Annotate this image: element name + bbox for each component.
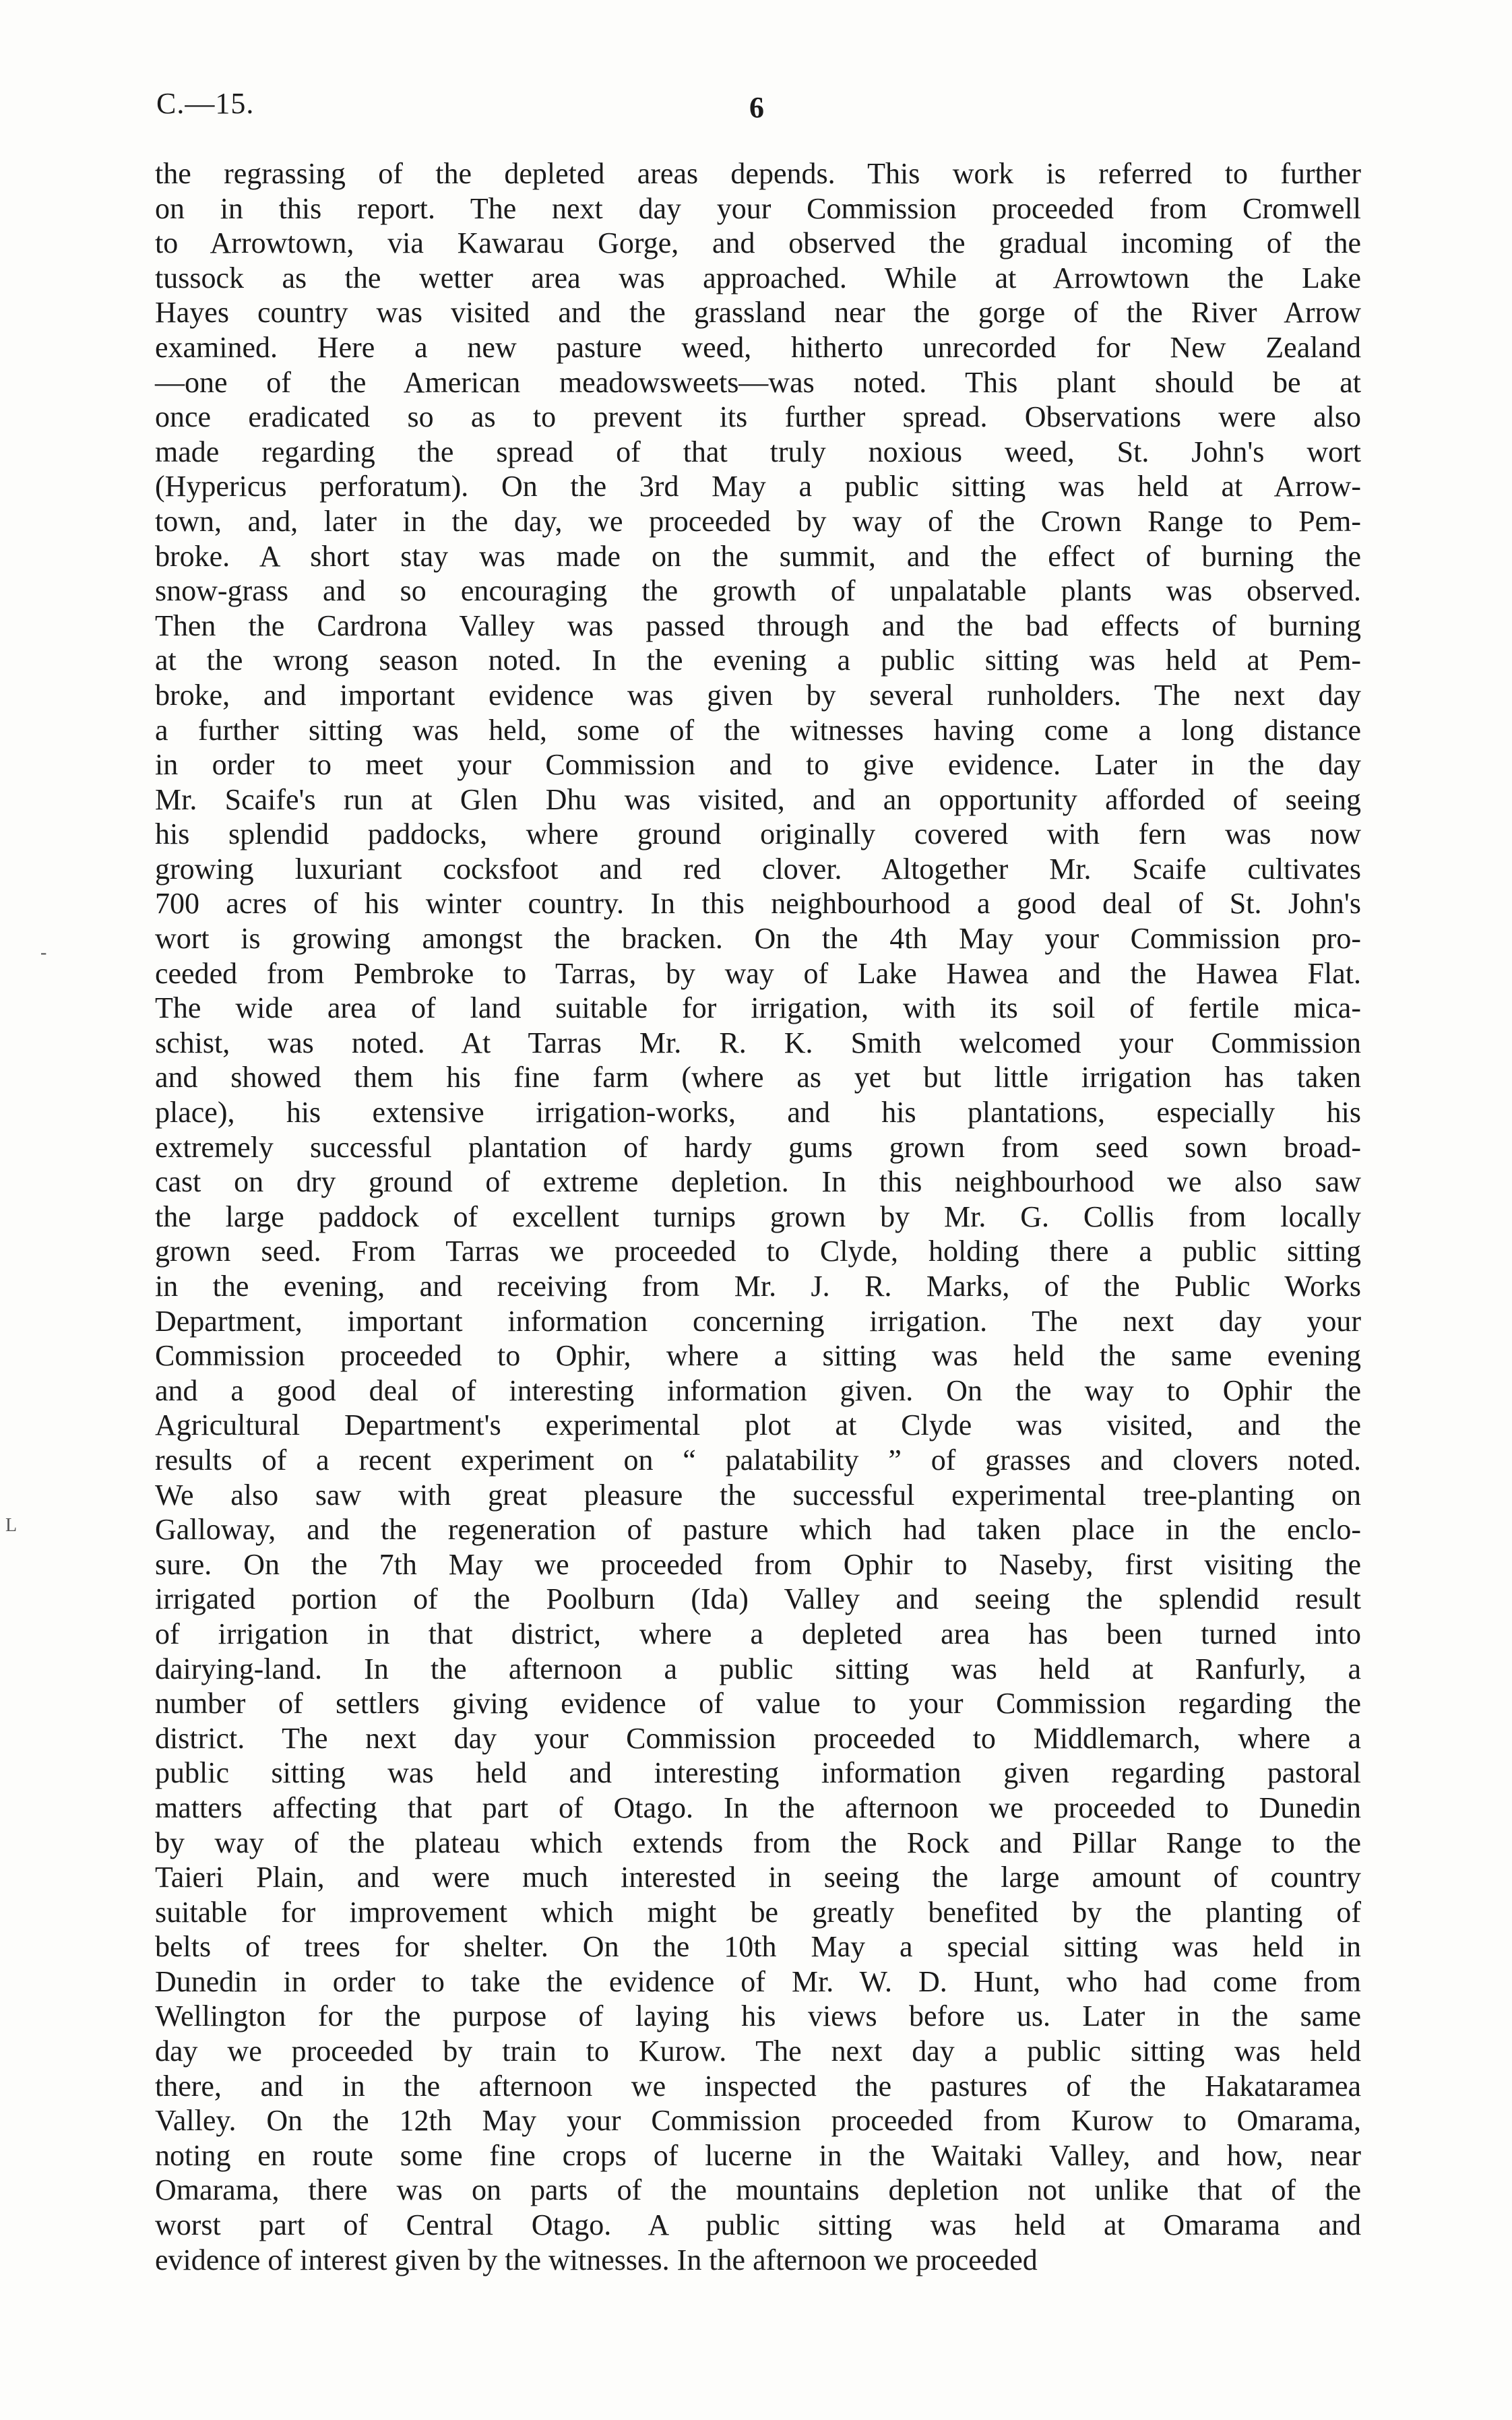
text-line: number of settlers giving evidence of value to your Commission regarding the xyxy=(155,1687,1361,1720)
margin-mark: - xyxy=(40,942,47,963)
text-line: Galloway, and the regeneration of pasture which had taken place in the enclo- xyxy=(155,1513,1361,1547)
text-line: his splendid paddocks, where ground originally covered with fern was now xyxy=(155,817,1361,851)
text-line: belts of trees for shelter. On the 10th May a special sitting was held in xyxy=(155,1930,1361,1964)
text-line: Valley. On the 12th May your Commission proceeded from Kurow to Omarama, xyxy=(155,2104,1361,2138)
text-line: Mr. Scaife's run at Glen Dhu was visited, and an opportunity afforded of seeing xyxy=(155,782,1361,816)
text-line: Commission proceeded to Ophir, where a sitting was held the same evening xyxy=(155,1339,1361,1373)
text-line: grown seed. From Tarras we proceeded to Clyde, holding there a public sitting xyxy=(155,1235,1361,1268)
text-line: place), his extensive irrigation-works, and his plantations, especially his xyxy=(155,1096,1361,1129)
text-line: Hayes country was visited and the grassland near the gorge of the River Arrow xyxy=(155,296,1361,330)
text-line: snow-grass and so encouraging the growth of unpalatable plants was observed. xyxy=(155,574,1361,608)
text-line: the large paddock of excellent turnips grown by Mr. G. Collis from locally xyxy=(155,1200,1361,1233)
text-line: Then the Cardrona Valley was passed through and the bad effects of burning xyxy=(155,609,1361,642)
text-line: district. The next day your Commission proceeded to Middlemarch, where a xyxy=(155,1721,1361,1755)
text-line: wort is growing amongst the bracken. On the 4th May your Commission pro- xyxy=(155,922,1361,956)
text-line: ceeded from Pembroke to Tarras, by way of Lake Hawea and the Hawea Flat. xyxy=(155,956,1361,990)
text-line: Dunedin in order to take the evidence of Mr. W. D. Hunt, who had come from xyxy=(155,1964,1361,1998)
text-line: tussock as the wetter area was approached. While at Arrowtown the Lake xyxy=(155,261,1361,294)
text-line: noting en route some fine crops of lucerne in the Waitaki Valley, and how, near xyxy=(155,2138,1361,2172)
text-line: Department, important information concerning irrigation. The next day your xyxy=(155,1304,1361,1338)
text-line: growing luxuriant cocksfoot and red clover. Altogether Mr. Scaife cultivates xyxy=(155,852,1361,886)
text-line: public sitting was held and interesting information given regarding pastoral xyxy=(155,1756,1361,1790)
margin-mark: L xyxy=(5,1515,18,1536)
text-line: town, and, later in the day, we proceeded by way of the Crown Range to Pem- xyxy=(155,504,1361,538)
text-line: evidence of interest given by the witnesses. In the afternoon we proceeded xyxy=(155,2243,1038,2276)
text-line: Agricultural Department's experimental plot at Clyde was visited, and the xyxy=(155,1408,1361,1442)
text-line: on in this report. The next day your Commission proceeded from Cromwell xyxy=(155,191,1361,225)
text-line: broke, and important evidence was given by several runholders. The next day xyxy=(155,678,1361,712)
text-line: and a good deal of interesting information given. On the way to Ophir the xyxy=(155,1373,1361,1407)
document-reference: C.—15. xyxy=(156,87,255,120)
text-line: a further sitting was held, some of the witnesses having come a long distance xyxy=(155,713,1361,747)
text-line: day we proceeded by train to Kurow. The next day a public sitting was held xyxy=(155,2035,1361,2068)
page-header xyxy=(156,86,1356,133)
text-line: 700 acres of his winter country. In this neighbourhood a good deal of St. John's xyxy=(155,887,1361,921)
text-line: and showed them his fine farm (where as yet but little irrigation has taken xyxy=(155,1061,1361,1094)
text-line: sure. On the 7th May we proceeded from Ophir to Naseby, first visiting the xyxy=(155,1547,1361,1581)
text-line: extremely successful plantation of hardy gums grown from seed sown broad- xyxy=(155,1130,1361,1164)
text-line: Taieri Plain, and were much interested in seeing the large amount of country xyxy=(155,1861,1361,1894)
text-line: Omarama, there was on parts of the mountains depletion not unlike that of the xyxy=(155,2173,1361,2207)
text-line: worst part of Central Otago. A public sitting was held at Omarama and xyxy=(155,2208,1361,2242)
text-line: the regrassing of the depleted areas depends. This work is referred to further xyxy=(155,157,1361,190)
text-line: suitable for improvement which might be greatly benefited by the planting of xyxy=(155,1895,1361,1929)
text-line: once eradicated so as to prevent its further spread. Observations were also xyxy=(155,400,1361,434)
text-line: there, and in the afternoon we inspected the pastures of the Hakataramea xyxy=(155,2069,1361,2103)
text-line: in the evening, and receiving from Mr. J. R. Marks, of the Public Works xyxy=(155,1270,1361,1303)
text-line: to Arrowtown, via Kawarau Gorge, and observed the gradual incoming of the xyxy=(155,226,1361,260)
text-line: cast on dry ground of extreme depletion. In this neighbourhood we also saw xyxy=(155,1165,1361,1199)
text-line: of irrigation in that district, where a depleted area has been turned into xyxy=(155,1617,1361,1650)
text-line: at the wrong season noted. In the evening a public sitting was held at Pem- xyxy=(155,644,1361,677)
text-line: The wide area of land suitable for irrigation, with its soil of fertile mica- xyxy=(155,991,1361,1025)
text-line: Wellington for the purpose of laying his views before us. Later in the same xyxy=(155,1999,1361,2033)
text-line: by way of the plateau which extends from the Rock and Pillar Range to the xyxy=(155,1826,1361,1859)
page-number: 6 xyxy=(749,91,764,124)
text-line: dairying-land. In the afternoon a public sitting was held at Ranfurly, a xyxy=(155,1652,1361,1685)
text-line: examined. Here a new pasture weed, hitherto unrecorded for New Zealand xyxy=(155,330,1361,364)
text-line: broke. A short stay was made on the summit, and the effect of burning the xyxy=(155,539,1361,573)
text-line: schist, was noted. At Tarras Mr. R. K. Smith welcomed your Commission xyxy=(155,1026,1361,1059)
report-body-text xyxy=(155,156,1361,2277)
text-line: results of a recent experiment on “ palatability ” of grasses and clovers noted. xyxy=(155,1443,1361,1477)
text-line: made regarding the spread of that truly noxious weed, St. John's wort xyxy=(155,435,1361,468)
text-line: (Hypericus perforatum). On the 3rd May a public sitting was held at Arrow- xyxy=(155,470,1361,503)
text-line: —one of the American meadowsweets—was noted. This plant should be at xyxy=(155,365,1361,399)
text-line: irrigated portion of the Poolburn (Ida) Valley and seeing the splendid result xyxy=(155,1582,1361,1616)
text-line: in order to meet your Commission and to give evidence. Later in the day xyxy=(155,748,1361,782)
text-line: matters affecting that part of Otago. In the afternoon we proceeded to Dunedin xyxy=(155,1791,1361,1824)
text-line: We also saw with great pleasure the successful experimental tree-planting on xyxy=(155,1478,1361,1512)
